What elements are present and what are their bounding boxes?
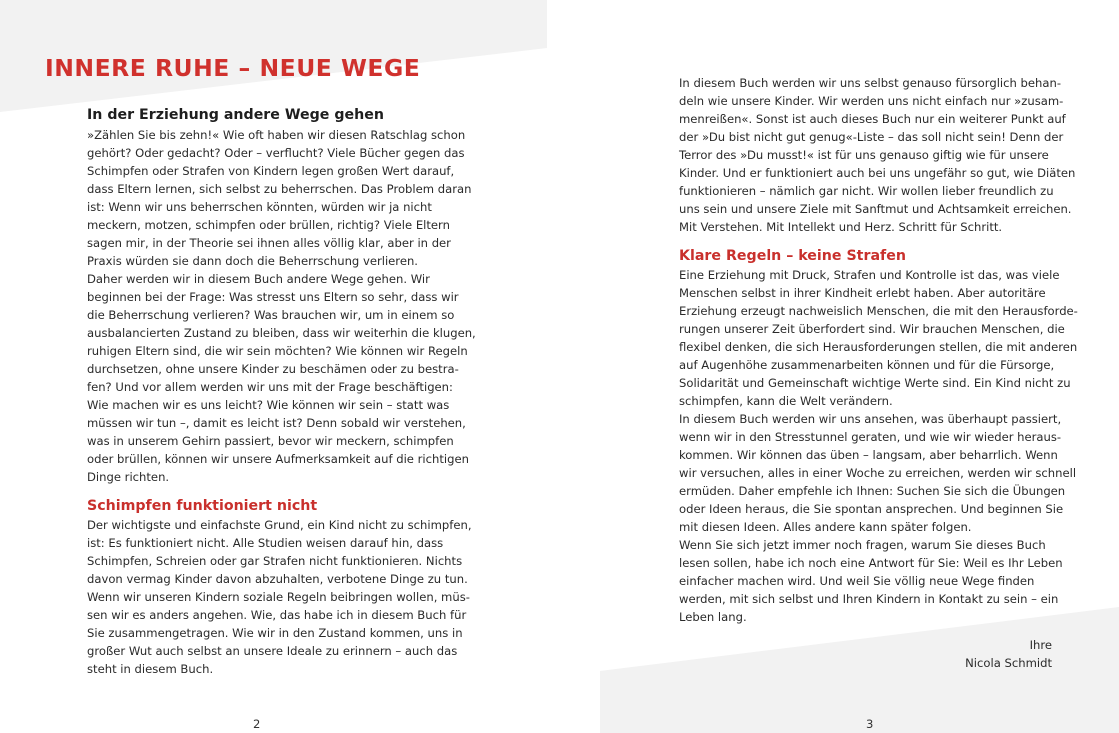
signature — [965, 636, 1052, 672]
text-line: Wie machen wir es uns leicht? Wie können wir sein – statt was — [87, 398, 450, 412]
text-line: fen? Und vor allem werden wir uns mit der Frage beschäftigen: — [87, 380, 453, 394]
text-line: Dinge richten. — [87, 470, 170, 484]
text-line: Kinder. Und er funktioniert auch bei uns ungefähr so gut, wie Diäten — [679, 166, 1076, 180]
section-heading-schimpfen: Schimpfen funktioniert nicht — [87, 498, 318, 514]
text-line: beginnen bei der Frage: Was stresst uns Eltern so sehr, dass wir — [87, 290, 459, 304]
text-line: dass Eltern lernen, sich selbst zu beherrschen. Das Problem daran — [87, 182, 472, 196]
text-line: menreißen«. Sonst ist auch dieses Buch nur ein weiterer Punkt auf — [679, 112, 1066, 126]
text-line: Daher werden wir in diesem Buch andere Wege gehen. Wir — [87, 272, 430, 286]
text-line: Wenn Sie sich jetzt immer noch fragen, warum Sie dieses Buch — [679, 538, 1046, 552]
text-line: mit diesen Ideen. Alles andere kann später folgen. — [679, 520, 972, 534]
text-line: wir versuchen, alles in einer Woche zu erreichen, werden wir schnell — [679, 466, 1077, 480]
text-line: oder brüllen, können wir unsere Aufmerksamkeit auf die richtigen — [87, 452, 469, 466]
text-line: meckern, motzen, schimpfen oder brüllen, richtig? Viele Eltern — [87, 218, 450, 232]
text-line: gehört? Oder gedacht? Oder – verflucht? Viele Bücher gegen das — [87, 146, 465, 160]
text-line: Eine Erziehung mit Druck, Strafen und Kontrolle ist das, was viele — [679, 268, 1060, 282]
signature-name: Nicola Schmidt — [965, 656, 1052, 670]
text-line: sagen mir, in der Theorie sei ihnen alles völlig klar, aber in der — [87, 236, 451, 250]
text-line: Menschen selbst in ihrer Kindheit erlebt haben. Aber autoritäre — [679, 286, 1046, 300]
text-line: ermüden. Daher empfehle ich Ihnen: Suchen Sie sich die Übungen — [679, 484, 1066, 498]
chapter-title: INNERE RUHE – NEUE WEGE — [45, 54, 421, 82]
section-body-schimpfen — [87, 516, 472, 678]
right-column — [679, 74, 1078, 626]
text-line: durchsetzen, ohne unsere Kinder zu beschämen oder zu bestra- — [87, 362, 459, 376]
text-line: Erziehung erzeugt nachweislich Menschen, die mit den Herausforde- — [679, 304, 1078, 318]
text-line: »Zählen Sie bis zehn!« Wie oft haben wir diesen Ratschlag schon — [87, 128, 466, 142]
text-line: wenn wir in den Stresstunnel geraten, und wie wir wieder heraus- — [679, 430, 1062, 444]
text-line: steht in diesem Buch. — [87, 662, 214, 676]
text-line: Solidarität und Gemeinschaft wichtige Werte sind. Ein Kind nicht zu — [679, 376, 1071, 390]
text-line: uns sein und unsere Ziele mit Sanftmut und Achtsamkeit erreichen. — [679, 202, 1072, 216]
text-line: In diesem Buch werden wir uns ansehen, was überhaupt passiert, — [679, 412, 1062, 426]
section-body-erziehung — [87, 126, 476, 486]
text-line: Wenn wir unseren Kindern soziale Regeln beibringen wollen, müs- — [87, 590, 470, 604]
text-line: Praxis würden sie dann doch die Beherrschung verlieren. — [87, 254, 418, 268]
text-line: funktionieren – nämlich gar nicht. Wir wollen lieber freundlich zu — [679, 184, 1054, 198]
text-line: Terror des »Du musst!« ist für uns genauso giftig wie für unsere — [679, 148, 1049, 162]
text-line: Schimpfen, Schreien oder gar Strafen nicht funktionieren. Nichts — [87, 554, 463, 568]
text-line: großer Wut auch selbst an unsere Ideale zu erinnern – auch das — [87, 644, 458, 658]
text-line: Der wichtigste und einfachste Grund, ein Kind nicht zu schimpfen, — [87, 518, 472, 532]
text-line: die Beherrschung verlieren? Was brauchen wir, um in einem so — [87, 308, 455, 322]
text-line: der »Du bist nicht gut genug«-Liste – das soll nicht sein! Denn der — [679, 130, 1064, 144]
text-line: was in unserem Gehirn passiert, bevor wir meckern, schimpfen — [87, 434, 454, 448]
text-line: sen wir es anders angehen. Wie, das habe ich in diesem Buch für — [87, 608, 467, 622]
text-line: Schimpfen oder Strafen von Kindern legen großen Wert darauf, — [87, 164, 455, 178]
text-line: Leben lang. — [679, 610, 747, 624]
text-line: kommen. Wir können das üben – langsam, aber beharrlich. Wenn — [679, 448, 1058, 462]
text-line: ruhigen Eltern sind, die wir sein möchten? Wie können wir Regeln — [87, 344, 468, 358]
section-heading-regeln: Klare Regeln – keine Strafen — [679, 248, 906, 264]
text-line: lesen sollen, habe ich noch eine Antwort für Sie: Weil es Ihr Leben — [679, 556, 1063, 570]
text-line: oder Ideen heraus, die Sie spontan ansprechen. Und beginnen Sie — [679, 502, 1064, 516]
page-number-left: 2 — [253, 717, 261, 731]
section-heading-erziehung: In der Erziehung andere Wege gehen — [87, 107, 384, 123]
text-line: schimpfen, kann die Welt verändern. — [679, 394, 893, 408]
text-line: ausbalancierten Zustand zu bleiben, dass wir weiterhin die klugen, — [87, 326, 476, 340]
section-body-regeln — [679, 266, 1078, 626]
text-line: flexibel denken, die sich Herausforderungen stellen, die mit anderen — [679, 340, 1078, 354]
text-line: Mit Verstehen. Mit Intellekt und Herz. Schritt für Schritt. — [679, 220, 1003, 234]
text-line: Sie zusammengetragen. Wie wir in den Zustand kommen, uns in — [87, 626, 463, 640]
text-line: ist: Wenn wir uns beherrschen könnten, würden wir ja nicht — [87, 200, 432, 214]
left-column — [87, 104, 476, 678]
signature-salutation: Ihre — [1029, 638, 1052, 652]
page-number-right: 3 — [866, 717, 874, 731]
text-line: müssen wir tun –, damit es leicht ist? Denn sobald wir verstehen, — [87, 416, 466, 430]
text-line: werden, mit sich selbst und Ihren Kindern in Kontakt zu sein – ein — [679, 592, 1059, 606]
text-line: einfacher machen wird. Und weil Sie völlig neue Wege finden — [679, 574, 1035, 588]
intro-body — [679, 74, 1076, 236]
text-line: auf Augenhöhe zusammenarbeiten können und für die Fürsorge, — [679, 358, 1055, 372]
text-line: deln wie unsere Kinder. Wir werden uns nicht einfach nur »zusam- — [679, 94, 1064, 108]
text-line: rungen unserer Zeit überfordert sind. Wir brauchen Menschen, die — [679, 322, 1065, 336]
text-line: ist: Es funktioniert nicht. Alle Studien weisen darauf hin, dass — [87, 536, 444, 550]
text-line: davon vermag Kinder davon abzuhalten, verbotene Dinge zu tun. — [87, 572, 468, 586]
text-line: In diesem Buch werden wir uns selbst genauso fürsorglich behan- — [679, 76, 1062, 90]
